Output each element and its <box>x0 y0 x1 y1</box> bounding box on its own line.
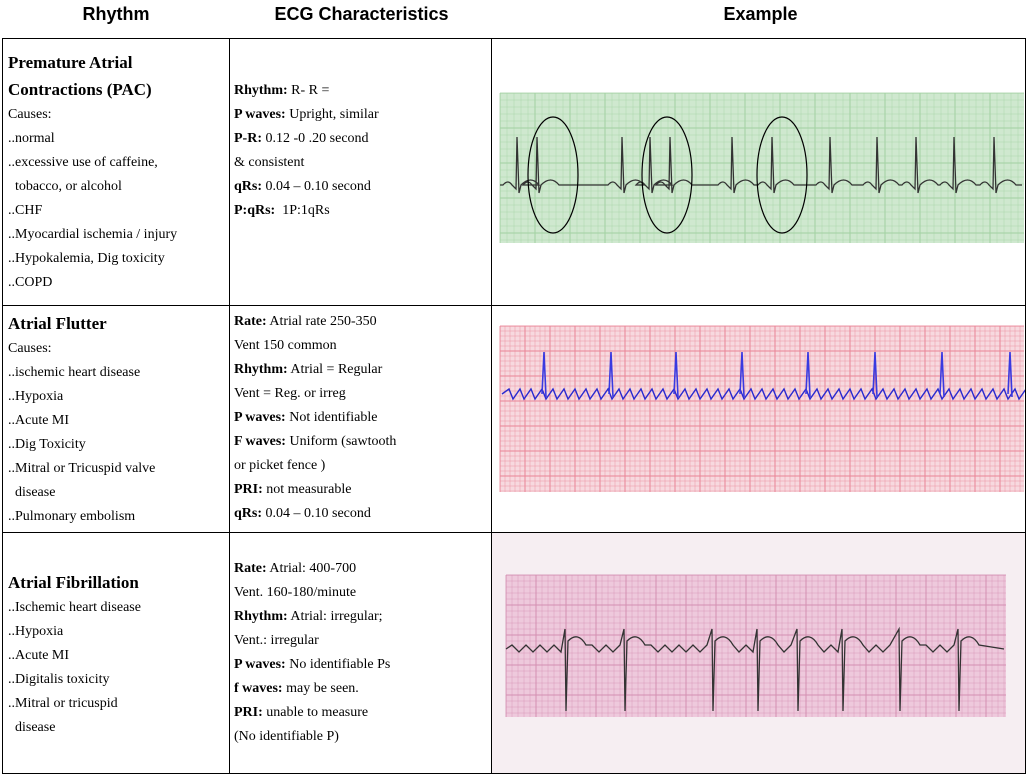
characteristics-cell-atrial-fibrillation <box>230 533 492 774</box>
cause-item: ..Acute MI <box>8 413 70 428</box>
characteristic-value: R- R = <box>287 83 330 98</box>
characteristic-label: P-R: <box>234 131 262 146</box>
characteristic-value: Atrial: 400-700 <box>266 561 357 576</box>
ecg-strip-atrial-flutter <box>492 306 1025 532</box>
cause-item: ..Ischemic heart disease <box>8 600 141 615</box>
strip-paper <box>506 575 1006 717</box>
cause-item: ..Dig Toxicity <box>8 437 86 452</box>
strip-paper <box>500 93 1024 243</box>
characteristic-label: F waves: <box>234 434 286 449</box>
characteristic-value: Atrial rate 250-350 <box>266 314 377 329</box>
cause-item: ..Mitral or tricuspid <box>8 696 118 711</box>
characteristic-line <box>234 382 491 406</box>
characteristic-value: Upright, similar <box>285 107 379 122</box>
characteristic-label: qRs: <box>234 179 263 194</box>
characteristic-label: Rhythm: <box>234 362 288 377</box>
characteristic-value: unable to measure <box>262 705 369 720</box>
characteristic-value: 1P:1qRs <box>275 203 330 218</box>
cause-item: ..Pulmonary embolism <box>8 509 136 524</box>
example-cell-pac <box>492 39 1026 306</box>
rhythm-cell-pac <box>3 39 230 306</box>
characteristics-cell-pac <box>230 39 492 306</box>
characteristic-value: No identifiable Ps <box>285 657 391 672</box>
characteristic-line <box>234 175 491 199</box>
characteristic-label: Rate: <box>234 314 267 329</box>
characteristic-value: Vent. 160-180/minute <box>234 585 357 600</box>
header-example: Example <box>723 4 798 24</box>
characteristic-line <box>234 103 491 127</box>
cause-item: ..Myocardial ischemia / injury <box>8 227 178 242</box>
characteristic-label: f waves: <box>234 681 283 696</box>
cause-item: ..COPD <box>8 275 53 290</box>
characteristic-line <box>234 151 491 175</box>
header-ecg-characteristics: ECG Characteristics <box>274 4 449 24</box>
characteristic-line <box>234 557 491 581</box>
cause-item: ..Hypokalemia, Dig toxicity <box>8 251 165 266</box>
rhythm-title: Atrial Flutter <box>8 314 107 333</box>
characteristic-line <box>234 334 491 358</box>
characteristic-line <box>234 127 491 151</box>
cause-item: disease <box>8 485 56 500</box>
characteristic-label: Rhythm: <box>234 609 288 624</box>
characteristics-cell-atrial-flutter <box>230 306 492 533</box>
characteristic-label: PRI: <box>234 705 263 720</box>
table-row-atrial-fibrillation <box>3 533 1026 774</box>
example-cell-atrial-fibrillation <box>492 533 1026 774</box>
characteristic-line <box>234 310 491 334</box>
characteristic-line <box>234 79 491 103</box>
characteristic-value: Uniform (sawtooth <box>285 434 397 449</box>
rhythm-cell-atrial-flutter <box>3 306 230 533</box>
cause-item: ..normal <box>8 131 55 146</box>
characteristic-label: P waves: <box>234 410 286 425</box>
characteristic-line <box>234 605 491 629</box>
characteristic-line <box>234 581 491 605</box>
table-row-pac <box>3 39 1026 306</box>
cause-item: disease <box>8 720 56 735</box>
characteristic-line <box>234 701 491 725</box>
characteristic-line <box>234 502 491 526</box>
characteristic-line <box>234 629 491 653</box>
header-rhythm: Rhythm <box>82 4 150 24</box>
characteristic-label: P waves: <box>234 107 286 122</box>
characteristic-line <box>234 430 491 454</box>
characteristic-value: Vent 150 common <box>234 338 337 353</box>
characteristic-label: P:qRs: <box>234 203 276 218</box>
characteristic-value: 0.12 -0 .20 second <box>262 131 369 146</box>
cause-item: ..excessive use of caffeine, <box>8 155 158 170</box>
characteristic-value: Vent = Reg. or irreg <box>234 386 346 401</box>
characteristic-line <box>234 478 491 502</box>
table-row-atrial-flutter <box>3 306 1026 533</box>
characteristic-label: P waves: <box>234 657 286 672</box>
characteristic-value: may be seen. <box>282 681 359 696</box>
characteristic-line <box>234 199 491 223</box>
causes-label: Causes: <box>8 107 52 122</box>
cause-item: ..Mitral or Tricuspid valve <box>8 461 156 476</box>
ecg-rhythm-table <box>2 38 1026 774</box>
cause-item: tobacco, or alcohol <box>8 179 122 194</box>
characteristic-line <box>234 358 491 382</box>
characteristic-label: Rhythm: <box>234 83 288 98</box>
characteristic-value: Atrial: irregular; <box>287 609 383 624</box>
characteristic-line <box>234 677 491 701</box>
cause-item: ..ischemic heart disease <box>8 365 141 380</box>
cause-item: ..Acute MI <box>8 648 70 663</box>
rhythm-cell-atrial-fibrillation <box>3 533 230 774</box>
example-cell-atrial-flutter <box>492 306 1026 533</box>
cause-item: ..CHF <box>8 203 43 218</box>
characteristic-value: & consistent <box>234 155 305 170</box>
characteristic-line <box>234 725 491 749</box>
cause-item: ..Digitalis toxicity <box>8 672 110 687</box>
characteristic-label: Rate: <box>234 561 267 576</box>
cause-item: ..Hypoxia <box>8 624 64 639</box>
characteristic-value: or picket fence ) <box>234 458 326 473</box>
characteristic-label: PRI: <box>234 482 263 497</box>
characteristic-value: (No identifiable P) <box>234 729 339 744</box>
ecg-strip-pac <box>492 39 1025 305</box>
cause-item: ..Hypoxia <box>8 389 64 404</box>
characteristic-value: not measurable <box>262 482 352 497</box>
rhythm-title: Premature Atrial <box>8 53 133 72</box>
characteristic-label: qRs: <box>234 506 263 521</box>
rhythm-title: Atrial Fibrillation <box>8 573 139 592</box>
causes-label: Causes: <box>8 341 52 356</box>
characteristic-value: Not identifiable <box>285 410 378 425</box>
characteristic-value: Vent.: irregular <box>234 633 319 648</box>
characteristic-line <box>234 454 491 478</box>
characteristic-line <box>234 406 491 430</box>
characteristic-value: 0.04 – 0.10 second <box>262 179 371 194</box>
characteristic-value: 0.04 – 0.10 second <box>262 506 371 521</box>
characteristic-value: Atrial = Regular <box>287 362 383 377</box>
rhythm-title-cont: Contractions (PAC) <box>8 80 152 99</box>
ecg-strip-atrial-fibrillation <box>492 533 1025 773</box>
characteristic-line <box>234 653 491 677</box>
